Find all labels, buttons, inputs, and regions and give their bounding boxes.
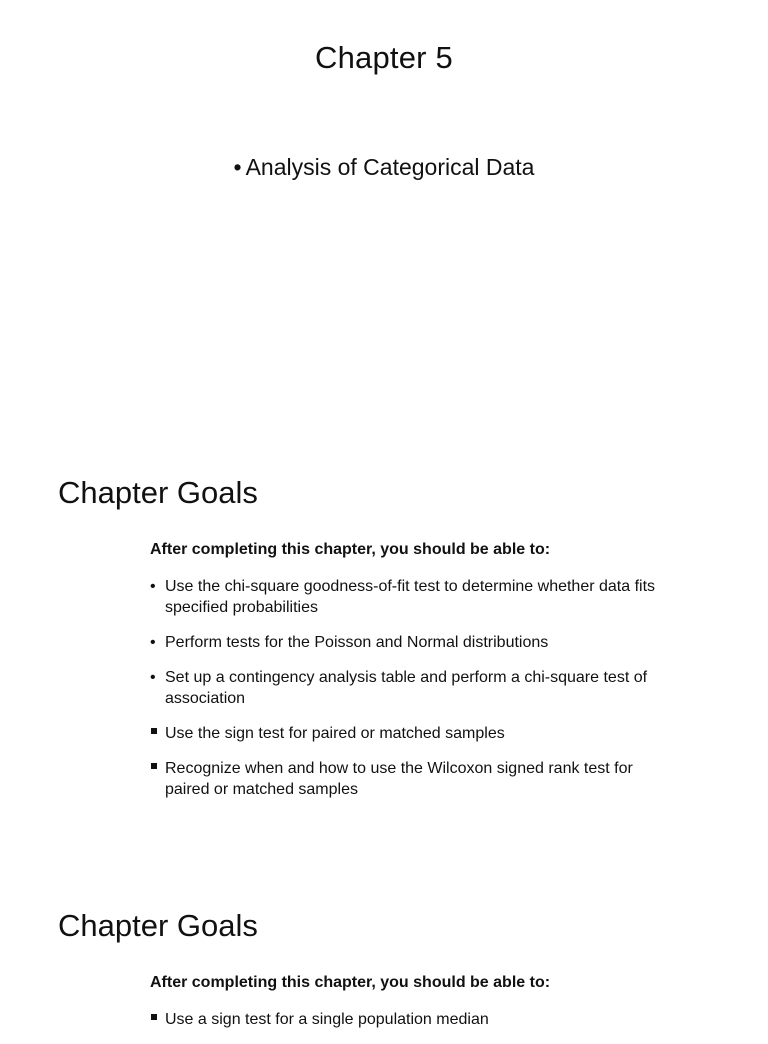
list-item	[150, 1009, 670, 1030]
list-item-text: Use a sign test for a single population median	[165, 1011, 489, 1028]
slide-chapter-goals-continued	[0, 888, 768, 1028]
slide-bullet	[0, 154, 768, 181]
list-item	[150, 758, 670, 800]
bullet-icon: •	[150, 634, 156, 651]
slide-title: Chapter Goals	[58, 475, 258, 510]
list-item	[150, 632, 670, 653]
list-item-text: Perform tests for the Poisson and Normal distributions	[165, 634, 549, 651]
bullet-text: Analysis of Categorical Data	[245, 154, 535, 180]
goals-intro: After completing this chapter, you should be able to:	[150, 541, 551, 558]
slide-chapter-5	[0, 0, 768, 430]
bullet-marker: •	[233, 154, 242, 180]
bullet-icon: •	[150, 669, 156, 686]
goals-intro: After completing this chapter, you should be able to:	[150, 974, 551, 991]
list-item	[150, 576, 670, 618]
goals-list	[150, 576, 670, 814]
bullet-icon: •	[150, 578, 156, 595]
list-item-text: Use the chi-square goodness-of-fit test to determine whether data fits specified probabilities	[165, 578, 656, 616]
list-item	[150, 723, 670, 744]
goals-list	[150, 1009, 670, 1044]
list-item-text: Recognize when and how to use the Wilcoxon signed rank test for paired or matched samples	[165, 760, 633, 798]
list-item	[150, 667, 670, 709]
slide-title: Chapter Goals	[58, 908, 258, 943]
slide-chapter-goals	[0, 455, 768, 875]
list-item-text: Use the sign test for paired or matched samples	[165, 725, 505, 742]
slide-title: Chapter 5	[315, 40, 453, 75]
list-item-text: Set up a contingency analysis table and perform a chi-square test of association	[165, 669, 648, 707]
